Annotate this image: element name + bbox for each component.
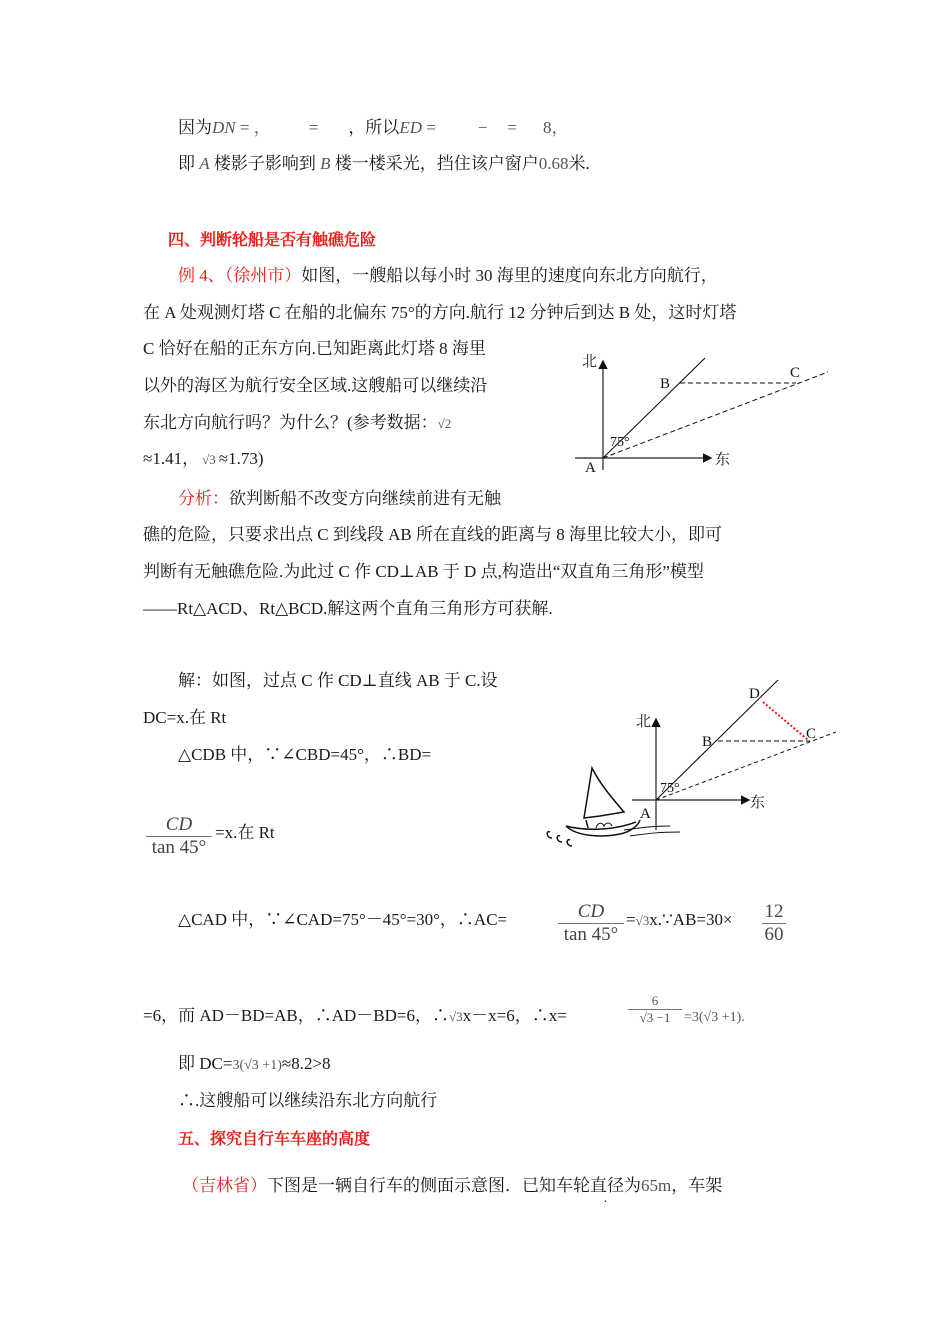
analysis-label: 分析： xyxy=(178,489,229,508)
text: 即 DC= xyxy=(178,1054,233,1073)
numerator: CD xyxy=(577,901,605,922)
top-line-1 xyxy=(178,117,569,139)
problem-line-1: 在 A 处观测灯塔 C 在船的北偏东 75°的方向.航行 12 分钟后到达 B 处，这时灯塔 xyxy=(143,303,737,322)
text: = xyxy=(308,118,319,137)
line-cd-red-dotted xyxy=(763,702,808,740)
north-label: 北 xyxy=(582,354,598,370)
problem-line-5 xyxy=(143,448,263,471)
source-label: （吉林省） xyxy=(182,1176,267,1195)
solution-line-2: DC=x.在 Rt xyxy=(143,708,227,727)
numerator: 6 xyxy=(651,993,659,1008)
section-4-heading: 四、判断轮船是否有触礁危险 xyxy=(168,230,377,249)
sqrt2: √2 xyxy=(437,416,452,431)
point-d-label: D xyxy=(749,686,760,702)
text: = xyxy=(626,910,636,929)
dc-result-line xyxy=(178,1053,331,1077)
sqrt3: √3 xyxy=(202,452,216,467)
emphasized-text: 直径 xyxy=(590,1176,624,1195)
analysis-line-3: 判断有无触礁危险.为此过 C 作 CD⊥AB 于 D 点,构造出“双直角三角形”模型 xyxy=(143,562,704,581)
example-4-line xyxy=(178,265,718,287)
text: = ， xyxy=(235,118,271,137)
text: ，车架 xyxy=(671,1176,723,1195)
text: 0.68 xyxy=(538,154,569,173)
denominator: √3 −1 xyxy=(639,1010,671,1025)
sqrt3: √3 xyxy=(635,913,650,928)
figure-1-diagram xyxy=(560,340,840,480)
fraction-cd-tan45 xyxy=(146,814,212,859)
text: x.∵AB=30× xyxy=(649,910,733,929)
solution-line-1: 解：如图，过点 C 作 CD⊥直线 AB 于 C.设 xyxy=(178,671,498,690)
point-c-label: C xyxy=(806,726,817,742)
problem-line-4 xyxy=(143,412,451,435)
solution-after-frac1: =x.在 Rt xyxy=(215,823,275,842)
text: ，所以 xyxy=(348,118,400,137)
text: 米. xyxy=(568,154,590,173)
analysis-line-1 xyxy=(178,488,501,510)
var-dn: DN xyxy=(212,118,236,137)
example-label: 例 4、（徐州市） xyxy=(178,266,302,285)
angle-label: 75° xyxy=(610,435,630,450)
text: ≈1.41， xyxy=(143,449,200,468)
solution-ac-result xyxy=(626,909,733,932)
numerator: CD xyxy=(165,814,193,835)
north-label: 北 xyxy=(636,714,652,730)
text: x－x=6，∴x= xyxy=(462,1006,567,1025)
text: m xyxy=(658,1176,672,1195)
text: 即 xyxy=(178,154,200,173)
text: 下图是一辆自行车的侧面示意图．已知车轮 xyxy=(267,1176,590,1195)
text: ≈8.2>8 xyxy=(281,1054,331,1073)
solution-line-ab xyxy=(143,1005,567,1028)
text: 因为 xyxy=(178,118,212,137)
section-5-heading: 五、探究自行车车座的高度 xyxy=(178,1129,371,1148)
text: 如图，一艘船以每小时 30 海里的速度向东北方向航行， xyxy=(301,266,718,285)
problem-line-3: 以外的海区为航行安全区域.这艘船可以继续沿 xyxy=(143,376,488,395)
point-b-label: B xyxy=(702,734,713,750)
dc-expression: 3(√3 +1) xyxy=(232,1058,282,1073)
solution-line-3: △CDB 中，∵∠CBD=45°，∴BD= xyxy=(178,745,432,764)
fraction-12-60 xyxy=(762,901,786,946)
denominator: tan 45° xyxy=(563,924,619,945)
var-a: A xyxy=(199,154,210,173)
text: 65 xyxy=(641,1176,658,1195)
numerator: 12 xyxy=(764,901,784,922)
top-line-2 xyxy=(178,153,590,175)
line-ac xyxy=(603,372,828,458)
text: 楼一楼采光，挡住该户窗户 xyxy=(330,154,539,173)
var-ed: ED xyxy=(399,118,422,137)
solution-line-cad: △CAD 中，∵∠CAD=75°－45°=30°，∴AC= xyxy=(178,910,508,929)
fraction-result: =3(√3 +1). xyxy=(684,1010,745,1025)
point-a-label: A xyxy=(640,806,651,822)
sqrt3: √3 xyxy=(448,1009,463,1024)
line-ac xyxy=(656,732,836,800)
sailboat-icon xyxy=(547,768,680,846)
text: 楼影子影响到 xyxy=(209,154,321,173)
east-label: 东 xyxy=(715,452,731,468)
var-b: B xyxy=(320,154,331,173)
text: 为 xyxy=(624,1176,641,1195)
fraction-cd-tan45-2 xyxy=(558,901,624,946)
analysis-line-4: ——Rt△ACD、Rt△BCD.解这两个直角三角形方可获解. xyxy=(143,599,553,618)
text: 东北方向航行吗？为什么？(参考数据： xyxy=(143,413,438,432)
point-a-label: A xyxy=(585,460,596,476)
problem-line-2: C 恰好在船的正东方向.已知距离此灯塔 8 海里 xyxy=(143,339,486,358)
east-label: 东 xyxy=(750,795,766,811)
analysis-line-2: 礁的危险，只要求出点 C 到线段 AB 所在直线的距离与 8 海里比较大小，即可 xyxy=(143,525,722,544)
fraction-6-sqrt3-minus-1 xyxy=(628,993,682,1026)
text: = xyxy=(507,118,518,137)
section-5-line xyxy=(182,1175,722,1197)
text: ≈1.73) xyxy=(218,449,264,468)
text: =6，而 AD－BD=AB，∴AD－BD=6，∴ xyxy=(143,1006,449,1025)
text: 欲判断船不改变方向继续前进有无触 xyxy=(229,489,501,508)
denominator: tan 45° xyxy=(151,837,207,858)
text: = xyxy=(421,118,436,137)
text: 8， xyxy=(543,118,569,137)
angle-label: 75° xyxy=(660,781,680,796)
denominator: 60 xyxy=(764,924,784,945)
point-c-label: C xyxy=(790,365,801,381)
conclusion-line: ∴.这艘船可以继续沿东北方向航行 xyxy=(178,1091,438,1110)
figure-2-diagram xyxy=(540,680,840,860)
point-b-label: B xyxy=(660,376,671,392)
text: − xyxy=(477,118,488,137)
